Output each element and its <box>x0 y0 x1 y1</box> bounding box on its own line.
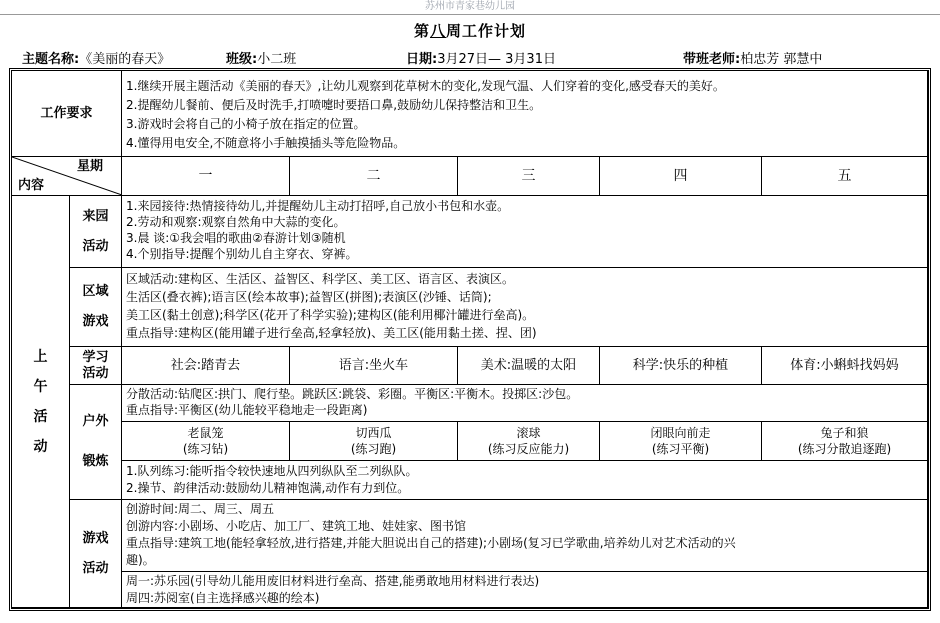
area-games-label: 区域 游戏 <box>70 268 122 347</box>
game-extra-line: 周一:苏乐园(引导幼儿能用废旧材料进行垒高、搭建,能勇敢地用材料进行表达) <box>126 574 540 588</box>
outdoor-line: 重点指导:平衡区(幼儿能较平稳地走一段距离) <box>126 403 368 417</box>
title-week-number: 八 <box>429 22 446 40</box>
game-name: 切西瓜 <box>355 426 392 440</box>
outdoor-line: 分散活动:钻爬区:拱门、爬行垫。跳跃区:跳袋、彩圈。平衡区:平衡木。投掷区:沙包。 <box>126 387 579 401</box>
game-extra-line: 周四:苏阅室(自主选择感兴趣的绘本) <box>126 591 320 605</box>
corner-weekday-label: 星期 <box>76 159 103 174</box>
arrival-content <box>122 196 928 268</box>
day-header-1: 一 <box>122 157 290 196</box>
game-aim: (练习反应能力) <box>487 442 570 456</box>
school-watermark: 苏州市青家巷幼儿园 <box>425 1 515 12</box>
teacher-field <box>683 48 822 67</box>
header-corner-cell <box>12 157 122 196</box>
class-value: 小二班 <box>257 52 297 67</box>
game-aim: (练习平衡) <box>651 442 710 456</box>
game-extra-content <box>122 572 928 608</box>
theme-value: 《美丽的春天》 <box>79 52 171 67</box>
teacher-label: 带班老师: <box>683 52 741 67</box>
requirements-content <box>122 71 928 157</box>
outdoor-line: 2.操节、韵律活动:鼓励幼儿精神饱满,动作有力到位。 <box>126 481 410 495</box>
outdoor-bottom-content <box>122 461 928 500</box>
corner-content-label: 内容 <box>18 178 45 193</box>
outdoor-game-4 <box>600 422 762 461</box>
outdoor-game-2 <box>290 422 458 461</box>
title-suffix: 周工作计划 <box>446 22 527 40</box>
game-name: 老鼠笼 <box>187 426 224 440</box>
theme-label: 主题名称: <box>22 52 80 67</box>
game-aim: (练习钻) <box>182 442 229 456</box>
game-aim: (练习跑) <box>350 442 397 456</box>
area-line: 美工区(黏土创意);科学区(花开了科学实验);建构区(能利用椰汁罐进行垒高)。 <box>126 308 535 322</box>
page-title <box>0 20 940 41</box>
arrival-line: 2.劳动和观察:观察自然角中大蒜的变化。 <box>126 215 346 229</box>
arrival-line: 4.个别指导:提醒个别幼儿自主穿衣、穿裤。 <box>126 247 358 261</box>
arrival-line: 1.来园接待:热情接待幼儿,并提醒幼儿主动打招呼,自己放小书包和水壶。 <box>126 199 510 213</box>
area-line: 重点指导:建构区(能用罐子进行垒高,轻拿轻放)、美工区(能用黏土搓、捏、团) <box>126 326 537 340</box>
outdoor-game-5 <box>762 422 928 461</box>
outdoor-top-content <box>122 385 928 422</box>
outdoor-label: 户外 锻炼 <box>70 385 122 500</box>
plan-table <box>9 68 931 611</box>
day-header-3: 三 <box>458 157 600 196</box>
study-cell-5: 体育:小蝌蚪找妈妈 <box>762 347 928 385</box>
game-name: 闭眼向前走 <box>650 426 711 440</box>
game-line: 趣)。 <box>126 553 155 567</box>
arrival-line: 3.晨 谈:①我会唱的歌曲②春游计划③随机 <box>126 231 346 245</box>
game-activities-content <box>122 500 928 572</box>
title-prefix: 第 <box>413 22 430 40</box>
game-name: 兔子和狼 <box>820 426 869 440</box>
study-cell-2: 语言:坐火车 <box>290 347 458 385</box>
date-field <box>406 48 556 67</box>
arrival-label: 来园 活动 <box>70 196 122 268</box>
header-divider <box>0 14 940 15</box>
game-line: 创游时间:周二、周三、周五 <box>126 502 275 516</box>
outdoor-line: 1.队列练习:能听指令较快速地从四列纵队至二列纵队。 <box>126 464 418 478</box>
game-line: 重点指导:建筑工地(能轻拿轻放,进行搭建,并能大胆说出自己的搭建);小剧场(复习已学歌曲,培养幼儿对艺术活动的兴 <box>126 536 736 550</box>
requirement-line: 1.继续开展主题活动《美丽的春天》,让幼儿观察到花草树木的变化,发现气温、人们穿着的变化,感受春天的美好。 <box>126 79 725 93</box>
date-value: 3月27日— 3月31日 <box>437 52 556 67</box>
game-line: 创游内容:小剧场、小吃店、加工厂、建筑工地、娃娃家、图书馆 <box>126 519 467 533</box>
study-label: 学习 活动 <box>70 347 122 385</box>
requirement-line: 4.懂得用电安全,不随意将小手触摸插头等危险物品。 <box>126 136 406 150</box>
requirement-line: 3.游戏时会将自己的小椅子放在指定的位置。 <box>126 117 366 131</box>
study-cell-1: 社会:踏青去 <box>122 347 290 385</box>
study-cell-3: 美术:温暖的太阳 <box>458 347 600 385</box>
outdoor-game-3 <box>458 422 600 461</box>
class-field <box>226 48 296 67</box>
study-cell-4: 科学:快乐的种植 <box>600 347 762 385</box>
requirements-label: 工作要求 <box>12 71 122 157</box>
theme-field <box>22 48 170 67</box>
requirement-line: 2.提醒幼儿餐前、便后及时洗手,打喷嚏时要捂口鼻,鼓励幼儿保持整洁和卫生。 <box>126 98 542 112</box>
area-line: 生活区(叠衣裤);语言区(绘本故事);益智区(拼图);表演区(沙锤、话筒); <box>126 290 492 304</box>
class-label: 班级: <box>226 52 258 67</box>
game-aim: (练习分散追逐跑) <box>797 442 892 456</box>
day-header-2: 二 <box>290 157 458 196</box>
date-label: 日期: <box>406 52 438 67</box>
area-games-content <box>122 268 928 347</box>
game-activities-label: 游戏 活动 <box>70 500 122 608</box>
area-line: 区域活动:建构区、生活区、益智区、科学区、美工区、语言区、表演区。 <box>126 272 515 286</box>
day-header-5: 五 <box>762 157 928 196</box>
morning-activities-label: 上 午 活 动 <box>12 196 70 608</box>
teacher-value: 柏忠芳 郭慧中 <box>740 52 823 67</box>
game-name: 滚球 <box>516 426 541 440</box>
outdoor-game-1 <box>122 422 290 461</box>
day-header-4: 四 <box>600 157 762 196</box>
